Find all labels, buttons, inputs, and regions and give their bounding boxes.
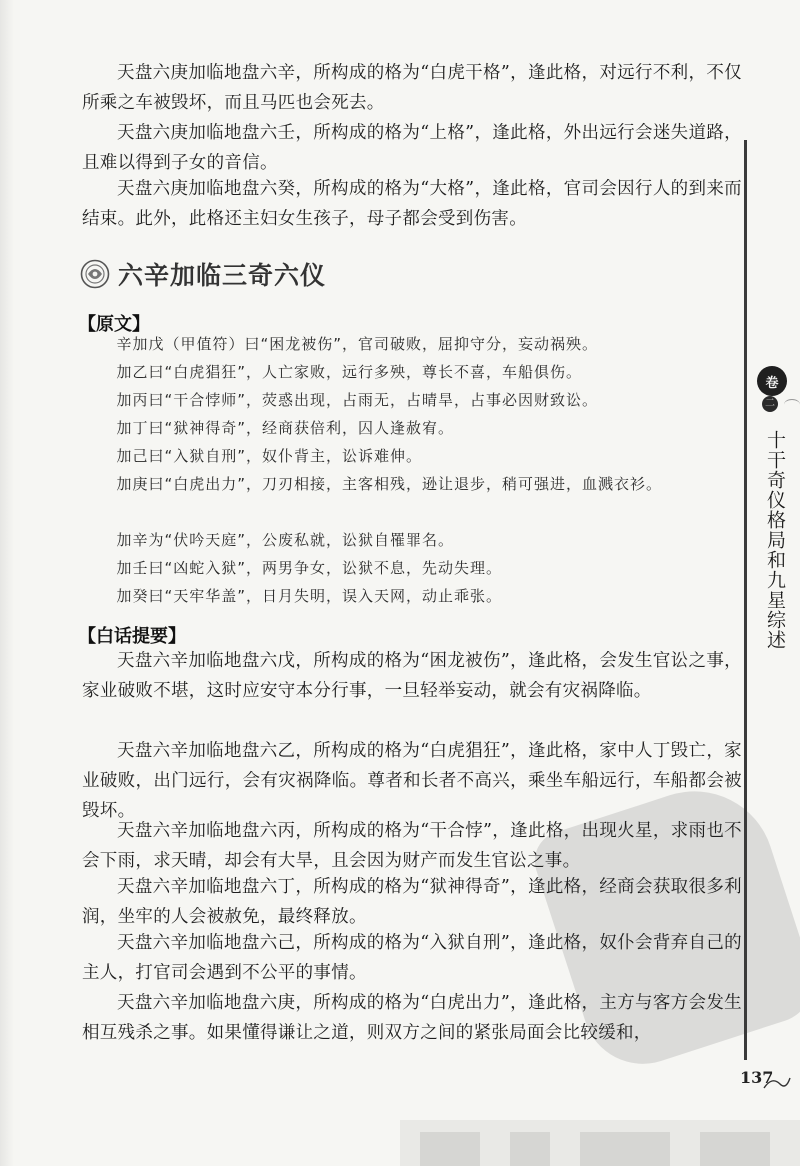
vernacular-paragraph: 天盘六辛加临地盘六丁，所构成的格为“狱神得奇”，逢此格，经商会获取很多利润，坐牢的人会被赦免，最终释放。 (82, 877, 742, 927)
original-text-label: 【原文】 (78, 314, 150, 335)
vernacular-paragraph: 天盘六辛加临地盘六庚，所构成的格为“白虎出力”，逢此格，主方与客方会发生相互残杀之事。如果懂得谦让之道，则双方之间的紧张局面会比较缓和， (82, 993, 742, 1043)
volume-number-badge (762, 396, 778, 412)
vernacular-paragraph: 天盘六辛加临地盘六戊，所构成的格为“困龙被伤”，逢此格，会发生官讼之事，家业破败不堪，这时应安守本分行事，一旦轻举妄动，就会有灾祸降临。 (82, 651, 742, 701)
scan-artifact (400, 1120, 800, 1166)
original-line: 加壬曰“凶蛇入狱”，两男争女，讼狱不息，先动失理。 (116, 559, 503, 577)
original-line: 加己曰“入狱自刑”，奴仆背主，讼诉难伸。 (116, 447, 423, 465)
scan-artifact-block (700, 1132, 770, 1166)
original-line: 加丙曰“干合悖师”，荧惑出现，占雨无，占晴旱，占事必因财致讼。 (116, 391, 599, 409)
section-heading (80, 256, 326, 292)
vernacular-paragraph: 天盘六辛加临地盘六丙，所构成的格为“干合悖”，逢此格，出现火星，求雨也不会下雨，求天晴，却会有大旱，且会因为财产而发生官讼之事。 (82, 821, 742, 871)
page-number-flourish-icon (762, 1074, 792, 1092)
scan-artifact-block (580, 1132, 670, 1166)
volume-label: 卷 (765, 375, 779, 391)
vernacular-paragraph: 天盘六辛加临地盘六乙，所构成的格为“白虎猖狂”，逢此格，家中人丁毁亡，家业破败，出门远行，会有灾祸降临。尊者和长者不高兴，乘坐车船远行，车船都会被毁坏。 (82, 741, 742, 821)
original-line: 加乙曰“白虎猖狂”，人亡家败，远行多殃，尊长不喜，车船俱伤。 (116, 363, 583, 381)
paragraph-geng-gui: 天盘六庚加临地盘六癸，所构成的格为“大格”，逢此格，官司会因行人的到来而结束。此外，此格还主妇女生孩子，母子都会受到伤害。 (82, 179, 742, 229)
paragraph-geng-xin: 天盘六庚加临地盘六辛，所构成的格为“白虎干格”，逢此格，对远行不利，不仅所乘之车被毁坏，而且马匹也会死去。 (82, 63, 742, 113)
original-line: 加辛为“伏吟天庭”，公废私就，讼狱自罹罪名。 (116, 531, 455, 549)
volume-badge (757, 366, 787, 396)
swirl-ornament-icon (784, 399, 800, 410)
original-line: 加庚曰“白虎出力”，刀刃相接，主客相残，逊让退步，稍可强进，血溅衣衫。 (116, 475, 663, 493)
vernacular-paragraph: 天盘六辛加临地盘六己，所构成的格为“入狱自刑”，逢此格，奴仆会背弃自己的主人，打官司会遇到不公平的事情。 (82, 933, 742, 983)
page-gutter-shadow (0, 0, 14, 1166)
vernacular-label: 【白话提要】 (78, 626, 186, 647)
scan-artifact-block (420, 1132, 480, 1166)
original-line: 辛加戊（甲值符）曰“困龙被伤”，官司破败，屈抑守分，妄动祸殃。 (116, 335, 599, 353)
ornamental-medallion-icon (80, 259, 110, 289)
page-number: 137 (740, 1068, 774, 1087)
volume-number: 二 (765, 398, 775, 409)
chapter-vertical-title: 十干奇仪格局和九星综述 (764, 430, 786, 650)
original-line: 加丁曰“狱神得奇”，经商获倍利，囚人逢赦宥。 (116, 419, 455, 437)
section-title: 六辛加临三奇六仪 (118, 261, 327, 290)
original-line: 加癸曰“天牢华盖”，日月失明，误入天网，动止乖张。 (116, 587, 503, 605)
margin-rule (744, 140, 747, 1060)
paragraph-geng-ren: 天盘六庚加临地盘六壬，所构成的格为“上格”，逢此格，外出远行会迷失道路，且难以得到子女的音信。 (82, 123, 742, 173)
scan-artifact-block (510, 1132, 550, 1166)
